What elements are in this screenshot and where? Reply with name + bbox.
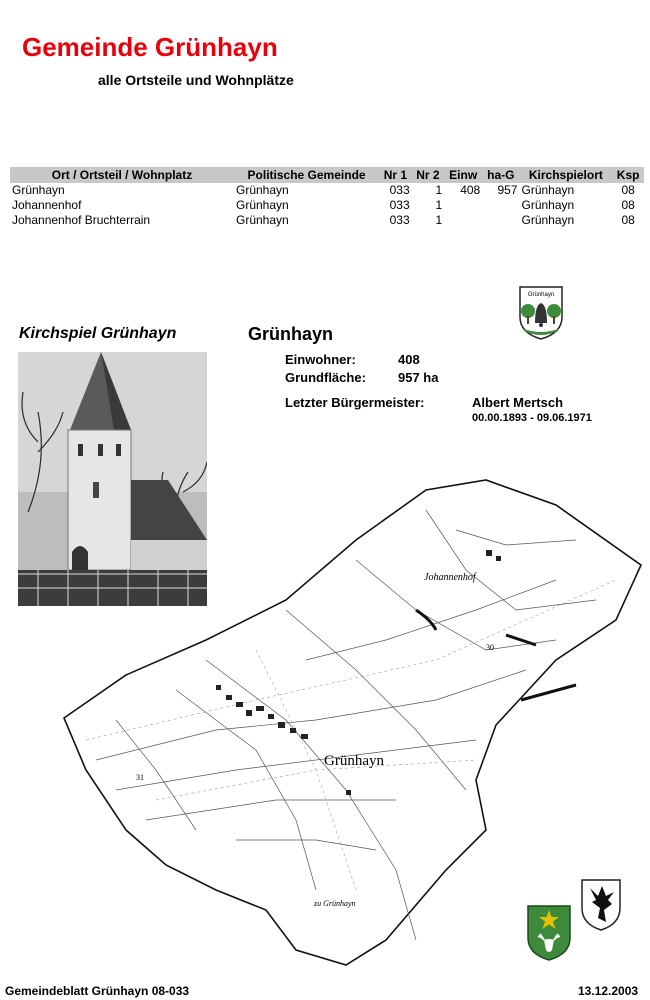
flaeche-value: 957 ha <box>398 370 439 385</box>
cell-ksp: 08 <box>621 198 635 212</box>
col-header-nr1: Nr 1 <box>379 167 412 183</box>
map-height-2: 31 <box>136 773 144 782</box>
col-header-ksp: Ksp <box>612 167 644 183</box>
cell-einw <box>444 213 482 228</box>
cell-hag <box>482 213 519 228</box>
cell-gemeinde: Grünhayn <box>236 213 289 227</box>
place-heading: Grünhayn <box>248 324 334 344</box>
footer-document-id: Gemeindeblatt Grünhayn 08-033 <box>5 984 190 998</box>
kirchspiel-heading: Kirchspiel Grünhayn <box>19 325 177 342</box>
table-row <box>10 213 644 228</box>
page-title: Gemeinde Grünhayn <box>22 32 278 62</box>
map-label-village: Grünhayn <box>324 753 384 769</box>
cell-kirchspielort: Grünhayn <box>521 183 575 197</box>
elk-crest-icon <box>580 878 622 932</box>
col-header-gemeinde: Politische Gemeinde <box>234 167 379 183</box>
cell-hag <box>482 198 519 213</box>
cell-nr2: 1 <box>435 213 443 227</box>
cell-gemeinde: Grünhayn <box>236 183 289 197</box>
cell-nr1: 033 <box>389 198 410 212</box>
cell-ksp: 08 <box>621 213 635 227</box>
bell-crest-icon <box>518 285 564 341</box>
cell-ort: Johannenhof <box>12 198 82 212</box>
table-row <box>10 198 644 213</box>
einwohner-label: Einwohner: <box>285 352 356 367</box>
cell-nr1: 033 <box>389 183 410 197</box>
buergermeister-label: Letzter Bürgermeister: <box>285 395 425 410</box>
cell-nr1: 033 <box>389 213 410 227</box>
table-row <box>10 183 644 198</box>
col-header-hag: ha-G <box>482 167 519 183</box>
buergermeister-dates: 00.00.1893 - 09.06.1971 <box>472 412 592 424</box>
historic-map <box>56 470 646 970</box>
page-subtitle: alle Ortsteile und Wohnplätze <box>98 72 294 88</box>
footer-date: 13.12.2003 <box>578 984 639 998</box>
col-header-nr2: Nr 2 <box>412 167 445 183</box>
cell-hag: 957 <box>497 183 518 197</box>
table-header-row <box>10 167 644 183</box>
cell-ort: Grünhayn <box>12 183 65 197</box>
cell-nr2: 1 <box>435 198 443 212</box>
cell-einw: 408 <box>460 183 481 197</box>
crest-label: Grünhayn <box>527 292 555 298</box>
map-height-1: 30 <box>486 643 494 652</box>
cell-ksp: 08 <box>621 183 635 197</box>
cell-nr2: 1 <box>435 183 443 197</box>
cell-einw <box>444 198 482 213</box>
cell-gemeinde: Grünhayn <box>236 198 289 212</box>
map-label-johannenhof: Johannenhof <box>424 572 476 583</box>
map-label-south: zu Grünhayn <box>314 899 356 908</box>
cell-ort: Johannenhof Bruchterrain <box>12 213 151 227</box>
col-header-einw: Einw <box>444 167 482 183</box>
places-table <box>10 167 644 228</box>
cell-kirchspielort: Grünhayn <box>521 198 575 212</box>
col-header-kirchspielort: Kirchspielort <box>519 167 612 183</box>
deer-crest-icon <box>526 904 572 962</box>
buergermeister-name: Albert Mertsch <box>472 395 564 410</box>
einwohner-value: 408 <box>398 352 420 367</box>
col-header-ort: Ort / Ortsteil / Wohnplatz <box>10 167 234 183</box>
flaeche-label: Grundfläche: <box>285 370 366 385</box>
cell-kirchspielort: Grünhayn <box>521 213 575 227</box>
